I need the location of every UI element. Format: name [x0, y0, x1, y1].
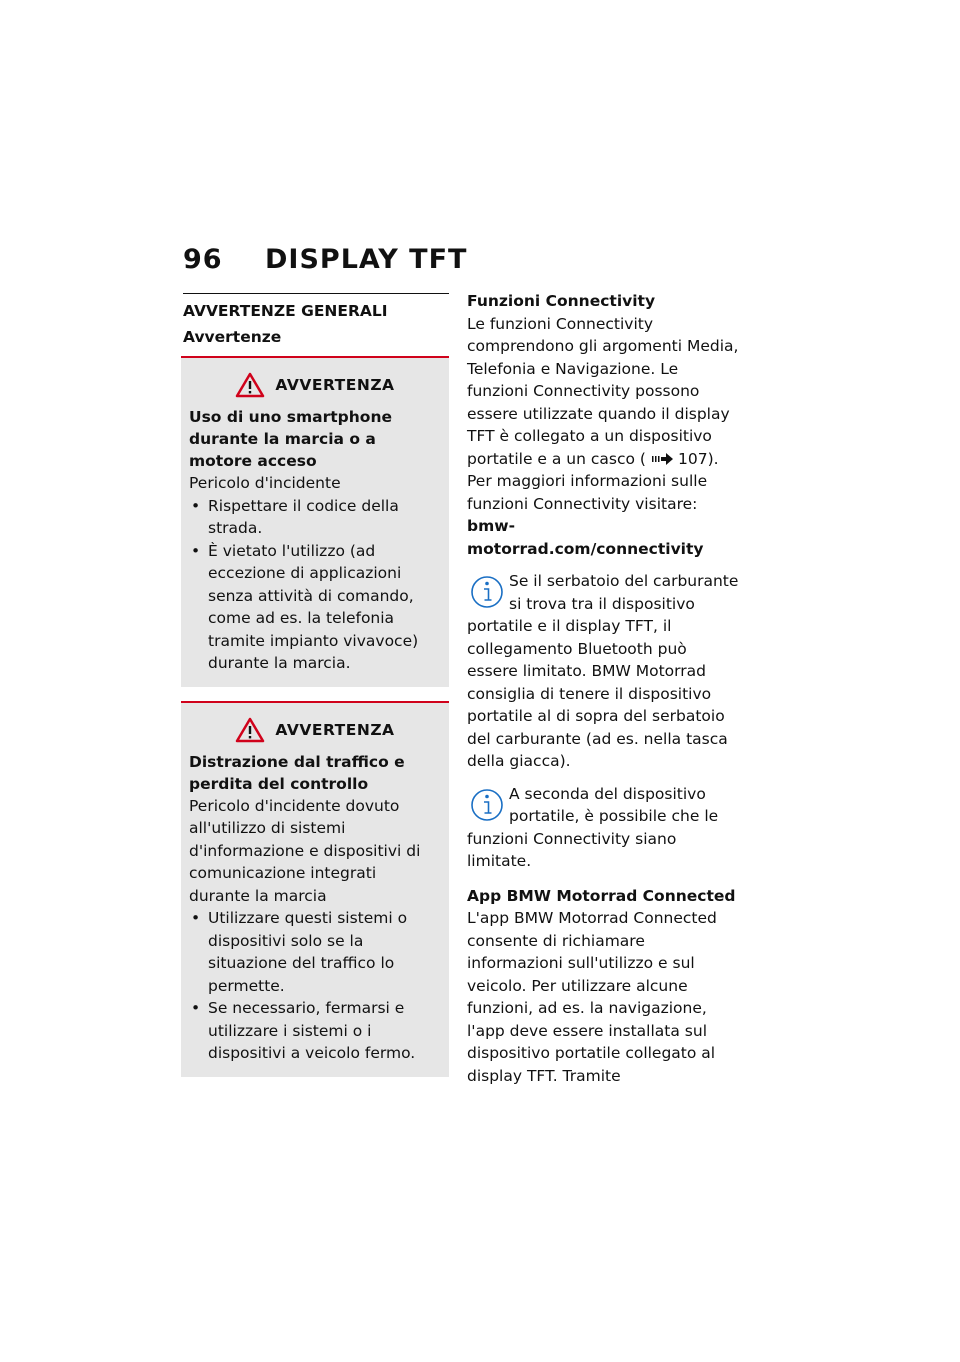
warning-bullets	[189, 495, 441, 675]
list-item: • È vietato l'utilizzo (ad eccezione di applicazioni senza attività di comando, come ad es. la telefonia tramite impianto vivavoce) durante la marcia.	[189, 540, 441, 675]
page-reference-arrow-icon	[652, 453, 674, 465]
list-item: • Rispettare il codice della strada.	[189, 495, 441, 540]
info-icon	[467, 783, 507, 827]
warning-header	[189, 372, 441, 398]
info-text: Se il serbatoio del carburante si trova tra il dispositivo portatile e il display TFT, il collegamento Bluetooth può essere limitato. BMW Motorrad consiglia di tenere il dispositivo portatile al di sopra del serbatoio del carburante (ad es. nella tasca della giacca).	[467, 572, 739, 770]
page-reference: 107	[677, 449, 708, 468]
section-title: AVVERTENZE GENERALI	[183, 302, 388, 320]
warning-label: AVVERTENZA	[275, 720, 395, 739]
warning-triangle-icon	[235, 717, 265, 743]
warning-title: Uso di uno smartphone durante la marcia o a motore acceso	[189, 408, 392, 470]
connectivity-heading: Funzioni Connectivity	[467, 292, 656, 310]
connectivity-text: Le funzioni Connectivity comprendono gli argomenti Media, Telefonia e Navigazione. Le funzioni Connectivity possono essere utilizzate quando il display TFT è collegato a un dispositivo portatile e a un casco ( 107). Per maggiori informazioni sulle funzioni Connectivity visitare: bmw-motorrad.com/connectivity	[467, 314, 739, 558]
section-divider	[183, 293, 449, 294]
warning-bullets	[189, 907, 441, 1065]
connectivity-link[interactable]: bmw-motorrad.com/connectivity	[467, 517, 704, 558]
warning-header	[189, 717, 441, 743]
list-item: • Utilizzare questi sistemi o dispositivi solo se la situazione del traffico lo permette.	[189, 907, 441, 997]
list-item: • Se necessario, fermarsi e utilizzare i sistemi o i dispositivi a veicolo fermo.	[189, 997, 441, 1065]
warning-triangle-icon	[235, 372, 265, 398]
warning-label: AVVERTENZA	[275, 376, 395, 394]
info-note-device	[467, 783, 742, 873]
info-note-bluetooth	[467, 570, 742, 773]
warning-text: Pericolo d'incidente dovuto all'utilizzo di sistemi d'informazione e dispositivi di comunicazione integrati durante la marcia	[189, 796, 421, 905]
app-text: L'app BMW Motorrad Connected consente di richiamare informazioni sull'utilizzo e sul veicolo. Per utilizzare alcune funzioni, ad es. la navigazione, l'app deve essere installata sul dispositivo portatile collegato al display TFT. Tramite	[467, 909, 717, 1085]
page-title: DISPLAY TFT	[265, 244, 468, 275]
info-text: A seconda del dispositivo portatile, è possibile che le funzioni Connectivity siano limitate.	[467, 784, 719, 870]
page-header	[183, 244, 467, 275]
warning-text: Pericolo d'incidente	[189, 474, 341, 492]
warning-title: Distrazione dal traffico e perdita del controllo	[189, 752, 405, 793]
left-column	[181, 293, 449, 1077]
warning-box-distraction	[181, 701, 449, 1077]
subsection-title: Avvertenze	[183, 328, 282, 346]
page-number: 96	[183, 244, 223, 275]
connectivity-text-part: Le funzioni Connectivity comprendono gli argomenti Media, Telefonia e Navigazione. Le funzioni Connectivity possono essere utilizzate quando il display TFT è collegato a un dispositivo portatile e a un casco	[467, 314, 739, 468]
connectivity-text-part: ). Per maggiori informazioni sulle funzioni Connectivity visitare:	[467, 449, 719, 513]
warning-box-smartphone	[181, 356, 449, 687]
info-icon	[467, 570, 507, 614]
right-column	[467, 290, 742, 1087]
app-heading: App BMW Motorrad Connected	[467, 886, 736, 905]
